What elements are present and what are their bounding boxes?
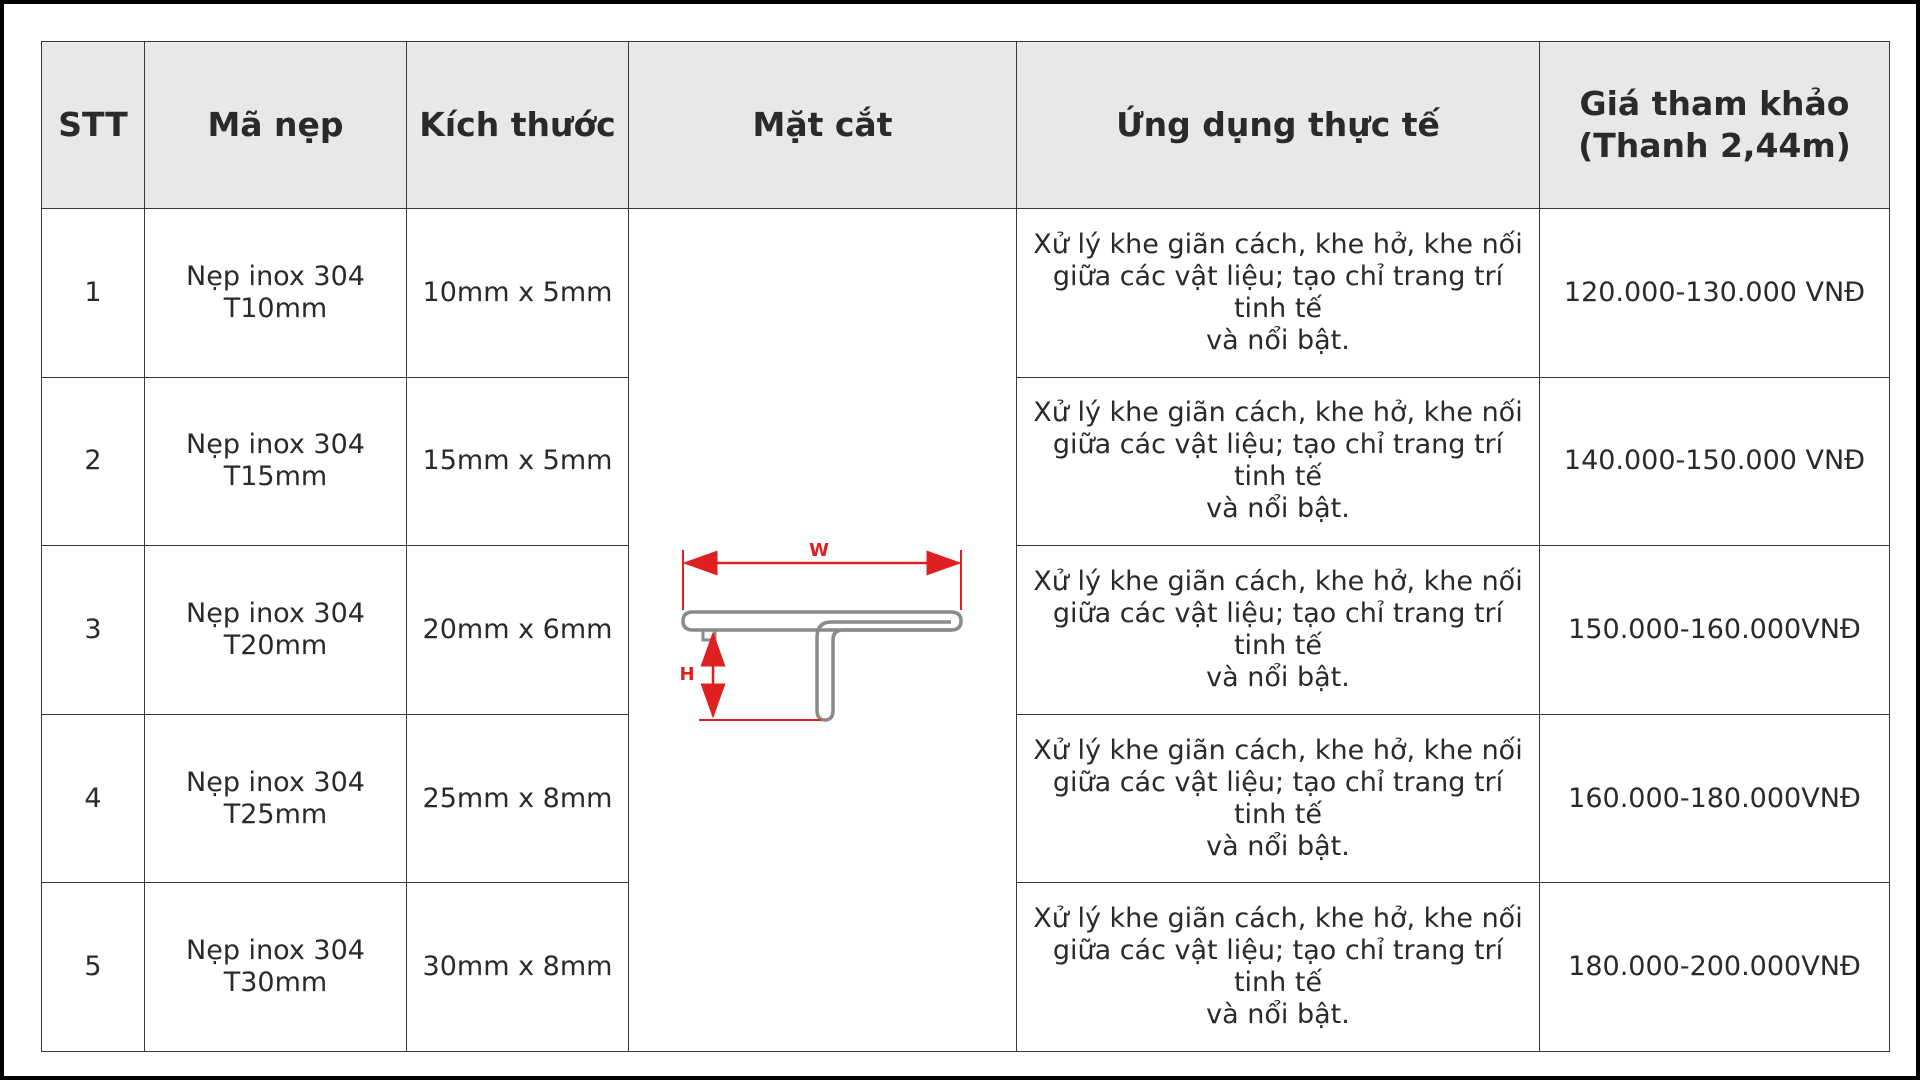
row-code: Nẹp inox 304 T20mm xyxy=(145,546,407,715)
row-stt: 2 xyxy=(42,377,145,546)
row-size: 15mm x 5mm xyxy=(407,377,629,546)
row-size: 30mm x 8mm xyxy=(407,883,629,1052)
row-code: Nẹp inox 304 T25mm xyxy=(145,714,407,883)
row-size: 10mm x 5mm xyxy=(407,209,629,378)
row-price: 120.000-130.000 VNĐ xyxy=(1540,209,1890,378)
row-price: 180.000-200.000VNĐ xyxy=(1540,883,1890,1052)
section-drawing-cell xyxy=(629,209,1017,1052)
row-code: Nẹp inox 304 T10mm xyxy=(145,209,407,378)
row-usage: Xử lý khe giãn cách, khe hở, khe nối giữa các vật liệu; tạo chỉ trang trí tinh tế và nổi bật. xyxy=(1017,714,1540,883)
row-stt: 3 xyxy=(42,546,145,715)
row-stt: 1 xyxy=(42,209,145,378)
header-usage: Ứng dụng thực tế xyxy=(1017,42,1540,209)
height-label: H xyxy=(678,664,695,685)
row-stt: 4 xyxy=(42,714,145,883)
header-row xyxy=(42,42,1890,209)
header-section: Mặt cắt xyxy=(629,42,1017,209)
row-size: 25mm x 8mm xyxy=(407,714,629,883)
header-code: Mã nẹp xyxy=(145,42,407,209)
header-stt: STT xyxy=(42,42,145,209)
row-usage: Xử lý khe giãn cách, khe hở, khe nối giữa các vật liệu; tạo chỉ trang trí tinh tế và nổi bật. xyxy=(1017,377,1540,546)
row-usage: Xử lý khe giãn cách, khe hở, khe nối giữa các vật liệu; tạo chỉ trang trí tinh tế và nổi bật. xyxy=(1017,546,1540,715)
row-usage: Xử lý khe giãn cách, khe hở, khe nối giữa các vật liệu; tạo chỉ trang trí tinh tế và nổi bật. xyxy=(1017,883,1540,1052)
row-usage: Xử lý khe giãn cách, khe hở, khe nối giữa các vật liệu; tạo chỉ trang trí tinh tế và nổi bật. xyxy=(1017,209,1540,378)
row-price: 150.000-160.000VNĐ xyxy=(1540,546,1890,715)
row-code: Nẹp inox 304 T15mm xyxy=(145,377,407,546)
spec-table xyxy=(41,41,1890,1052)
row-price: 160.000-180.000VNĐ xyxy=(1540,714,1890,883)
width-label: W xyxy=(808,540,829,561)
row-stt: 5 xyxy=(42,883,145,1052)
t-profile-section-drawing xyxy=(673,520,973,740)
row-price: 140.000-150.000 VNĐ xyxy=(1540,377,1890,546)
row-size: 20mm x 6mm xyxy=(407,546,629,715)
header-size: Kích thước xyxy=(407,42,629,209)
header-price: Giá tham khảo (Thanh 2,44m) xyxy=(1540,42,1890,209)
table-row xyxy=(42,209,1890,378)
t-profile-outline xyxy=(693,612,961,720)
row-code: Nẹp inox 304 T30mm xyxy=(145,883,407,1052)
